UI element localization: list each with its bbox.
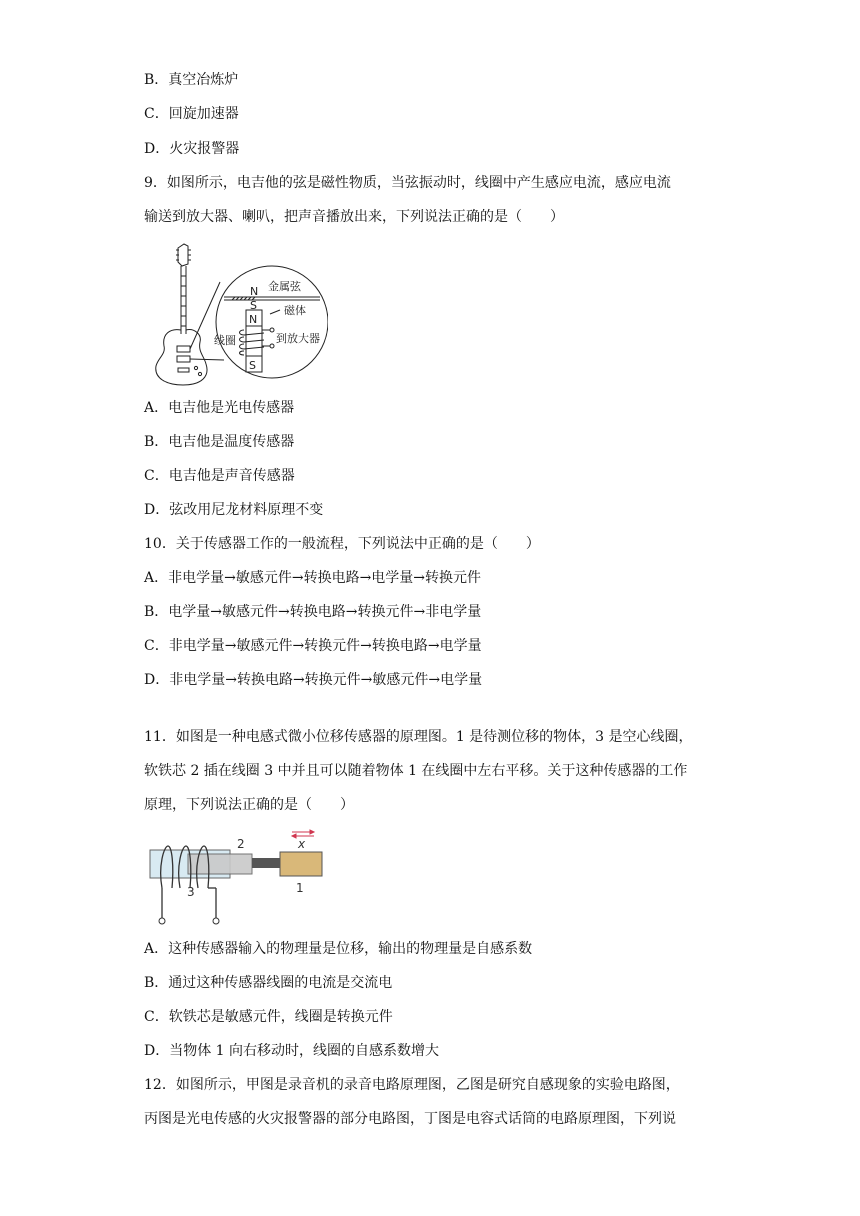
label-s-bottom: S [249, 359, 256, 372]
option-d-q10: D．非电学量→转换电路→转换元件→敏感元件→电学量 [144, 672, 483, 688]
option-b-q8: B．真空冶炼炉 [144, 72, 239, 88]
question-9-line2: 输送到放大器、喇叭，把声音播放出来，下列说法正确的是（ ） [144, 209, 564, 225]
label-coil-3: 3 [187, 885, 195, 899]
option-c-q10: C．非电学量→敏感元件→转换元件→转换电路→电学量 [144, 638, 482, 654]
label-s-top: S [250, 299, 257, 312]
question-11-line1: 11．如图是一种电感式微小位移传感器的原理图。1 是待测位移的物体，3 是空心线圈， [144, 729, 693, 745]
label-coil: 线圈 [214, 334, 236, 347]
option-c-q8: C．回旋加速器 [144, 106, 239, 122]
guitar-figure [148, 242, 328, 388]
option-b-q10: B．电学量→敏感元件→转换电路→转换元件→非电学量 [144, 604, 482, 620]
option-c-q11: C．软铁芯是敏感元件，线圈是转换元件 [144, 1009, 393, 1025]
question-12-line1: 12．如图所示，甲图是录音机的录音电路原理图，乙图是研究自感现象的实验电路图， [144, 1077, 680, 1093]
label-object-1: 1 [296, 881, 304, 895]
question-9-line1: 9．如图所示，电吉他的弦是磁性物质，当弦振动时，线圈中产生感应电流，感应电流 [144, 175, 671, 191]
question-11-line2: 软铁芯 2 插在线圈 3 中并且可以随着物体 1 在线圈中左右平移。关于这种传感器的工作 [144, 763, 688, 779]
label-to-amplifier: 到放大器 [276, 332, 320, 345]
label-metal-string: 金属弦 [268, 280, 301, 293]
label-n-magnet: N [249, 313, 258, 326]
question-11-line3: 原理，下列说法正确的是（ ） [144, 797, 354, 813]
option-d-q8: D．火灾报警器 [144, 141, 240, 157]
displacement-sensor-figure [144, 826, 334, 930]
label-magnet: 磁体 [284, 304, 306, 317]
label-x: x [298, 837, 306, 851]
question-12-line2: 丙图是光电传感的火灾报警器的部分电路图，丁图是电容式话筒的电路原理图，下列说 [144, 1111, 676, 1127]
label-core-2: 2 [237, 837, 245, 851]
option-a-q9: A．电吉他是光电传感器 [144, 400, 295, 416]
option-a-q10: A．非电学量→敏感元件→转换电路→电学量→转换元件 [144, 570, 482, 586]
label-n-top: N [250, 285, 259, 298]
option-c-q9: C．电吉他是声音传感器 [144, 468, 295, 484]
option-d-q9: D．弦改用尼龙材料原理不变 [144, 502, 324, 518]
option-b-q9: B．电吉他是温度传感器 [144, 434, 295, 450]
option-b-q11: B．通过这种传感器线圈的电流是交流电 [144, 975, 393, 991]
option-d-q11: D．当物体 1 向右移动时，线圈的自感系数增大 [144, 1043, 440, 1059]
option-a-q11: A．这种传感器输入的物理量是位移，输出的物理量是自感系数 [144, 941, 533, 957]
question-10: 10．关于传感器工作的一般流程，下列说法中正确的是（ ） [144, 536, 540, 552]
